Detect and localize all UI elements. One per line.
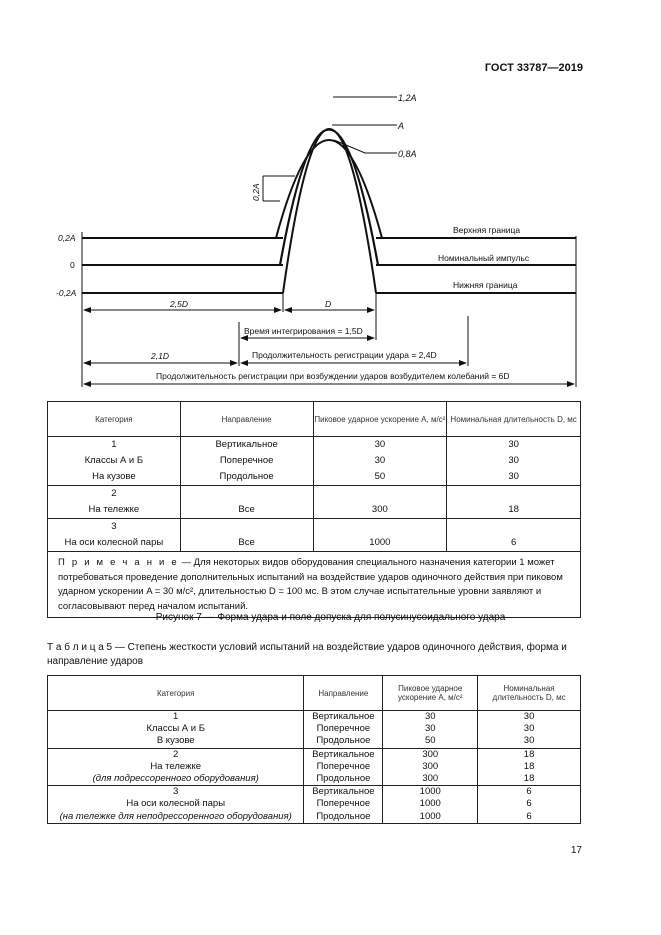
col-duration: Номинальная длительность D, мс [447, 402, 581, 437]
document-id: ГОСТ 33787—2019 [484, 62, 583, 74]
table-5 [47, 675, 581, 824]
col-category: Категория [48, 402, 181, 437]
col-accel: Пиковое ударное ускорение A, м/с² [383, 676, 478, 711]
table-title: Т а б л и ц а 5 — Степень жесткости условий испытаний на воздействие ударов одиночного действия, форма и направление ударов [47, 642, 567, 667]
col-direction: Направление [304, 676, 383, 711]
lower-bound-label: Нижняя граница [453, 280, 518, 290]
label-2-1d: 2,1D [151, 351, 169, 361]
figure-table [47, 401, 581, 618]
upper-bound-label: Верхняя граница [453, 225, 521, 235]
label-reg-duration: Продолжительность регистрации удара = 2,4D [252, 350, 437, 360]
lower-pulse-curve [283, 129, 376, 293]
note-text: — Для некоторых видов оборудования специального назначения категории 1 может потребоваться проведение дополнительных испытаний на воздействие ударов одиночного действия при пиковом ударном ускорении A = 30 м/с², длительностью D = 100 мс. В этом случае испытательные уровни заявляют и согласовывают перед началом испытаний. [58, 557, 563, 612]
col-accel: Пиковое ударное ускорение A, м/с² [313, 402, 447, 437]
upper-pulse-curve [276, 140, 382, 238]
nominal-pulse-curve [280, 130, 378, 266]
figure-caption: Рисунок 7 — Форма удара и поле допуска для полусинусоидального удара [155, 612, 506, 623]
table-row: 2 На тележке (для подрессоренного оборудования) Вертикальное Поперечное Продольное 300 300 300 18 18 18 [48, 748, 581, 786]
y-label-minus: -0,2A [56, 288, 77, 298]
label-2-5d: 2,5D [170, 299, 188, 309]
label-total-reg: Продолжительность регистрации при возбуждении ударов возбудителем колебаний = 6D [156, 371, 510, 381]
y-label-plus: 0,2A [58, 233, 76, 243]
shock-pulse-figure [0, 0, 661, 400]
label-0-8a: 0,8A [398, 149, 417, 159]
table-row: 1 Классы А и Б В кузове Вертикальное Поперечное Продольное 30 30 50 30 30 30 [48, 711, 581, 749]
table-row: 2 На тележке Все 300 18 [48, 486, 581, 519]
label-band: 0,2A [251, 183, 261, 201]
col-duration: Номинальная длительность D, мс [478, 676, 581, 711]
label-1-2a: 1,2A [398, 93, 417, 103]
y-label-zero: 0 [70, 260, 75, 270]
label-integration: Время интегрирования = 1,5D [244, 326, 363, 336]
nominal-label: Номинальный импульс [438, 253, 530, 263]
table-note-row [48, 552, 581, 618]
table-row: 3 На оси колесной пары Все 1000 6 [48, 519, 581, 552]
label-d: D [325, 299, 332, 309]
note-label: П р и м е ч а н и е [58, 557, 179, 568]
table-row: 1 Классы А и Б На кузове Вертикальное Поперечное Продольное 30 30 50 30 30 30 [48, 437, 581, 486]
table-row: 3 На оси колесной пары (на тележке для неподрессоренного оборудования) Вертикальное Поперечное Продольное 1000 1000 1000 6 6 6 [48, 786, 581, 824]
label-a: A [398, 121, 405, 131]
col-category: Категория [48, 676, 304, 711]
page-number: 17 [570, 845, 582, 856]
col-direction: Направление [180, 402, 313, 437]
